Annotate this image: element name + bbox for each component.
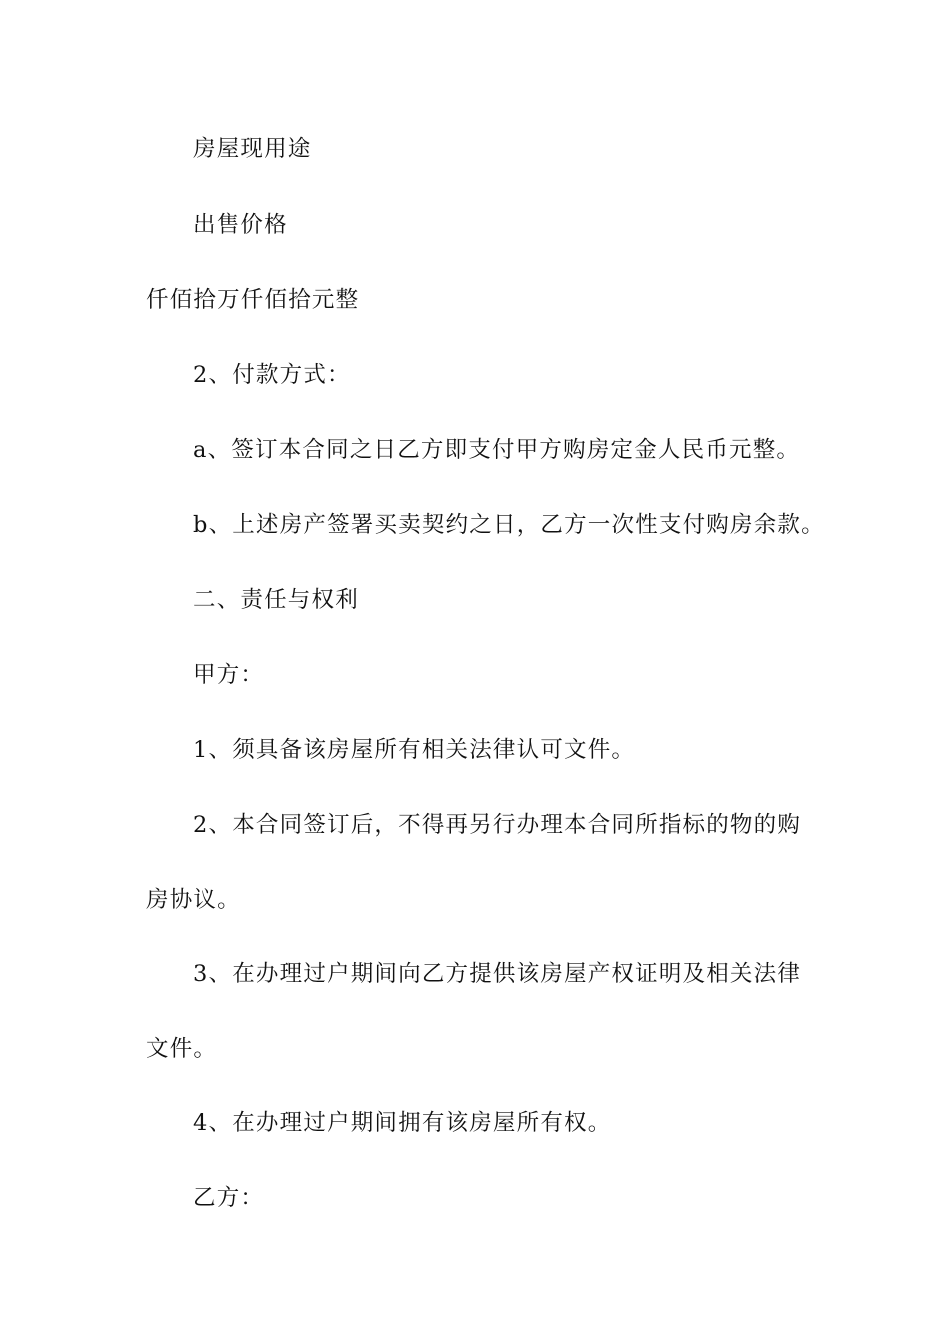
party-a-item-2-part-1: 2、本合同签订后，不得再另行办理本合同所指标的物的购	[193, 812, 802, 838]
party-a-item-3-part-1: 3、在办理过户期间向乙方提供该房屋产权证明及相关法律	[193, 961, 802, 987]
party-a-heading: 甲方：	[193, 662, 265, 688]
responsibilities-rights-heading: 二、责任与权利	[193, 587, 359, 613]
party-a-item-2-part-2: 房协议。	[146, 887, 241, 913]
payment-item-a: a、签订本合同之日乙方即支付甲方购房定金人民币元整。	[193, 437, 801, 463]
sale-price-line: 出售价格	[193, 212, 288, 238]
payment-method-heading: 2、付款方式：	[193, 362, 351, 388]
party-a-item-1: 1、须具备该房屋所有相关法律认可文件。	[193, 737, 636, 763]
payment-item-b: b、上述房产签署买卖契约之日，乙方一次性支付购房余款。	[193, 512, 825, 538]
party-a-item-4: 4、在办理过户期间拥有该房屋所有权。	[193, 1110, 612, 1136]
house-current-use-line: 房屋现用途	[193, 136, 312, 162]
party-a-item-3-part-2: 文件。	[146, 1036, 218, 1062]
price-amount-words-line: 仟佰拾万仟佰拾元整	[146, 287, 360, 313]
party-b-heading: 乙方：	[193, 1185, 265, 1211]
